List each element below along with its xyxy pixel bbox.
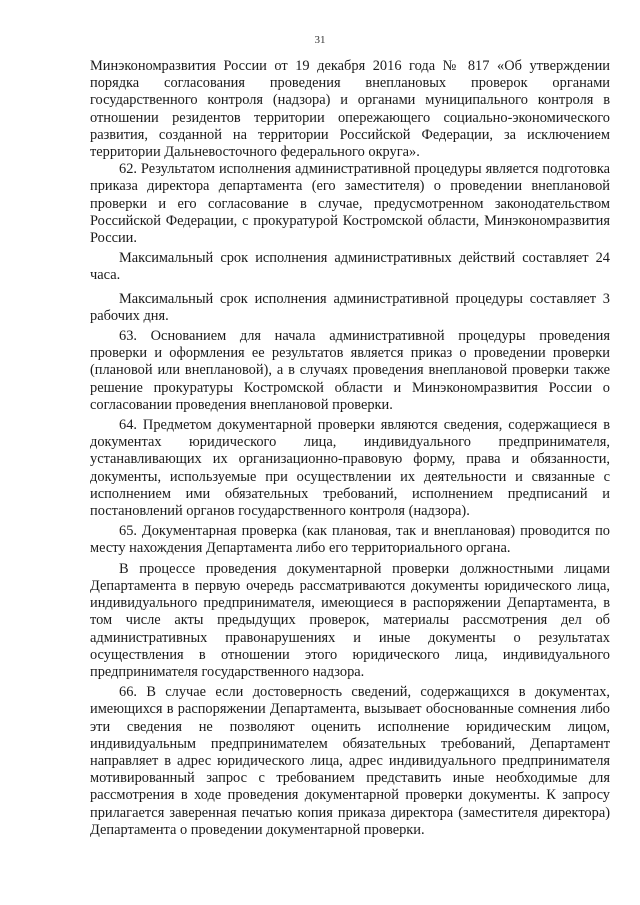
paragraph-63: 63. Основанием для начала административной процедуры проведения проверки и оформления ее результатов является приказ о проведении проверки (плановой или внеплановой), а в случаях проведения внеплановой проверки также решение прокуратуры Костромской области и Минэкономразвития России о согласовании проведения внеплановой проверки. — [90, 328, 610, 413]
paragraph-66: 66. В случае если достоверность сведений, содержащихся в документах, имеющихся в распоряжении Департамента, вызывает обоснованные сомнения либо эти сведения не позволяют оценить исполнение юридическим лицом, индивидуальным предпринимателем обязательных требований, Департамент направляет в адрес юридического лица, адрес индивидуального предпринимателя мотивированный запрос с требованием представить иные необходимые для рассмотрения в ходе проведения документарной проверки документы. К запросу прилагается заверенная печатью копия приказа директора (заместителя директора) Департамента о проведении документарной проверки. — [90, 684, 610, 838]
page-number: 31 — [314, 34, 326, 46]
paragraph-62-max-actions-term: Максимальный срок исполнения административных действий составляет 24 часа. — [90, 250, 610, 284]
paragraph-64: 64. Предметом документарной проверки являются сведения, содержащиеся в документах юридического лица, индивидуального предпринимателя, устанавливающих их организационно-правовую форму, права и обязанности, документы, используемые при осуществлении их деятельности и связанные с исполнением ими обязательных требований, исполнением предписаний и постановлений органов государственного контроля (надзора). — [90, 417, 610, 520]
paragraph-62: 62. Результатом исполнения административной процедуры является подготовка приказа директора департамента (его заместителя) о проведении внеплановой проверки и его согласование в случае, предусмотренном законодательством Российской Федерации, с прокуратурой Костромской области, Минэкономразвития России. — [90, 161, 610, 247]
document-body — [90, 58, 610, 842]
paragraph-65-process: В процессе проведения документарной проверки должностными лицами Департамента в первую очередь рассматриваются документы юридического лица, индивидуального предпринимателя, имеющиеся в распоряжении Департамента, в том числе акты предыдущих проверок, материалы рассмотрения дел об административных правонарушениях и иные документы о результатах осуществления в отношении этого юридического лица, индивидуального предпринимателя государственного надзора. — [90, 560, 610, 680]
paragraph-61-continuation: Минэкономразвития России от 19 декабря 2016 года № 817 «Об утверждении порядка согласования проведения внеплановых проверок органами государственного контроля (надзора) и органами муниципального контроля в отношении резидентов территории опережающего социально-экономического развития, созданной на территории Российской Федерации, за исключением территории Дальневосточного федерального округа». — [90, 58, 610, 161]
paragraph-65: 65. Документарная проверка (как плановая, так и внеплановая) проводится по месту нахождения Департамента либо его территориального органа. — [90, 523, 610, 557]
paragraph-62-max-procedure-term: Максимальный срок исполнения административной процедуры составляет 3 рабочих дня. — [90, 290, 610, 324]
